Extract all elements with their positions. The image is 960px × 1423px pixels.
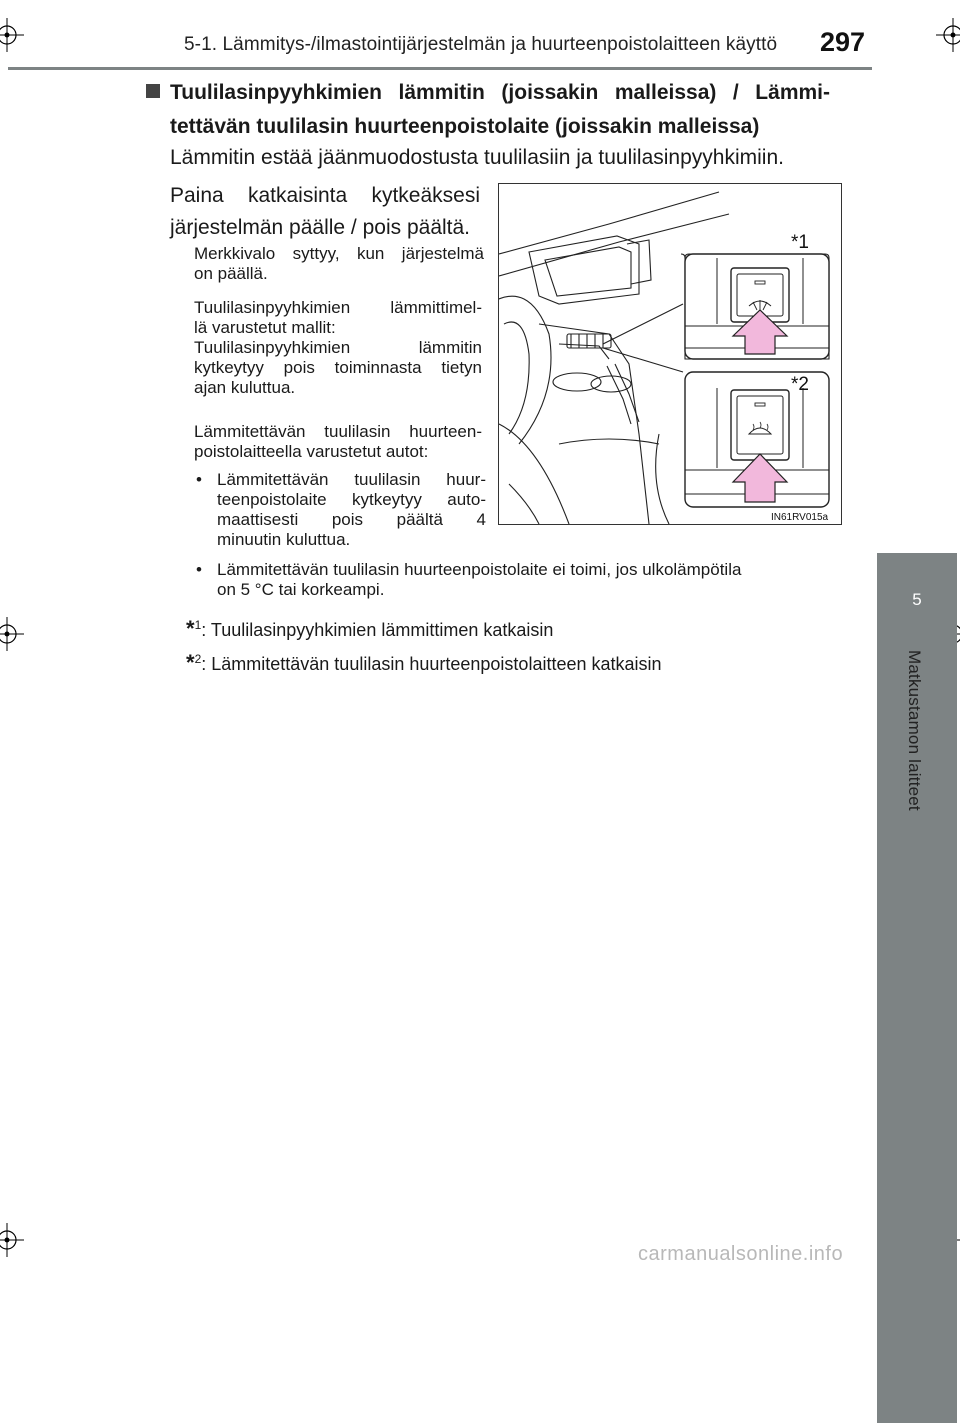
section-heading	[170, 76, 830, 144]
registration-mark-icon	[936, 18, 960, 52]
intro-paragraph: Lämmitin estää jäänmuodostusta tuulilasiin ja tuulilasinpyyhkimiin.	[170, 146, 784, 169]
registration-mark-icon	[0, 1223, 24, 1257]
footnote-text: : Lämmitettävän tuulilasin huurteenpoistolaitteen katkaisin	[201, 654, 662, 674]
instruction-line-2: järjestelmän päälle / pois päältä.	[170, 216, 471, 239]
footnote-number: 1	[194, 618, 202, 632]
footnote-text: : Tuulilasinpyyhkimien lämmittimen katkaisin	[201, 620, 554, 640]
note-line: kytkeytyy pois toiminnasta tietyn	[194, 358, 482, 377]
bullet-icon: •	[196, 470, 202, 489]
callout-2: *2	[791, 374, 809, 395]
note-line: Tuulilasinpyyhkimien lämmitin	[194, 338, 482, 357]
bullet-line: on 5 °C tai korkeampi.	[217, 580, 385, 599]
bullet-icon: •	[196, 560, 202, 579]
bullet-line: teenpoistolaite kytkeytyy auto-	[217, 490, 486, 509]
footnote-2	[186, 648, 662, 675]
bullet-line: Lämmitettävän tuulilasin huurteenpoistolaite ei toimi, jos ulkolämpötila	[217, 560, 742, 579]
note-windshield-defogger	[194, 422, 482, 462]
note-line: Merkkivalo syttyy, kun järjestelmä	[194, 244, 484, 263]
note-line: Lämmitettävän tuulilasin huurteen-	[194, 422, 482, 441]
footnote-number: 2	[194, 652, 202, 666]
callout-1: *1	[791, 232, 809, 253]
chapter-label: Matkustamon laitteet	[905, 650, 924, 811]
note-line: poistolaitteella varustetut autot:	[194, 442, 429, 461]
footnote-star: *	[186, 616, 195, 641]
header-title: 5-1. Lämmitys-/ilmastointijärjestelmän ja huurteenpoistolaitteen käyttö	[184, 34, 778, 55]
watermark-text: carmanualsonline.info	[638, 1243, 844, 1265]
registration-mark-icon	[0, 617, 24, 651]
bullet-line: Lämmitettävän tuulilasin huur-	[217, 470, 486, 489]
header-rule	[8, 67, 872, 70]
footnote-star: *	[186, 650, 195, 675]
registration-mark-icon	[0, 18, 24, 52]
instruction-line-1: Paina katkaisinta kytkeäksesi	[170, 184, 480, 207]
dashboard-drawing	[499, 184, 841, 524]
note-line: Tuulilasinpyyhkimien lämmittimel-	[194, 298, 482, 317]
page-number: 297	[820, 27, 866, 57]
figure-code: IN61RV015a	[771, 512, 829, 523]
note-indicator	[194, 244, 484, 284]
note-line: ajan kuluttua.	[194, 378, 296, 397]
bullet-line: maattisesti pois päältä 4	[217, 510, 486, 529]
chapter-number: 5	[912, 590, 922, 609]
bullet-item	[196, 560, 836, 600]
heading-square-icon	[146, 84, 160, 98]
bullet-item	[196, 470, 486, 550]
instruction-paragraph	[170, 180, 480, 244]
note-line: on päällä.	[194, 264, 268, 283]
heading-line-2: tettävän tuulilasin huurteenpoistolaite (joissakin malleissa)	[170, 115, 760, 138]
bullet-line: minuutin kuluttua.	[217, 530, 351, 549]
heading-line-1: Tuulilasinpyyhkimien lämmitin (joissakin malleissa) / Lämmi-	[170, 81, 830, 104]
note-wiper-deicer	[194, 298, 482, 398]
note-line: lä varustetut mallit:	[194, 318, 336, 337]
dashboard-illustration	[498, 183, 842, 525]
footnote-1	[186, 614, 553, 641]
